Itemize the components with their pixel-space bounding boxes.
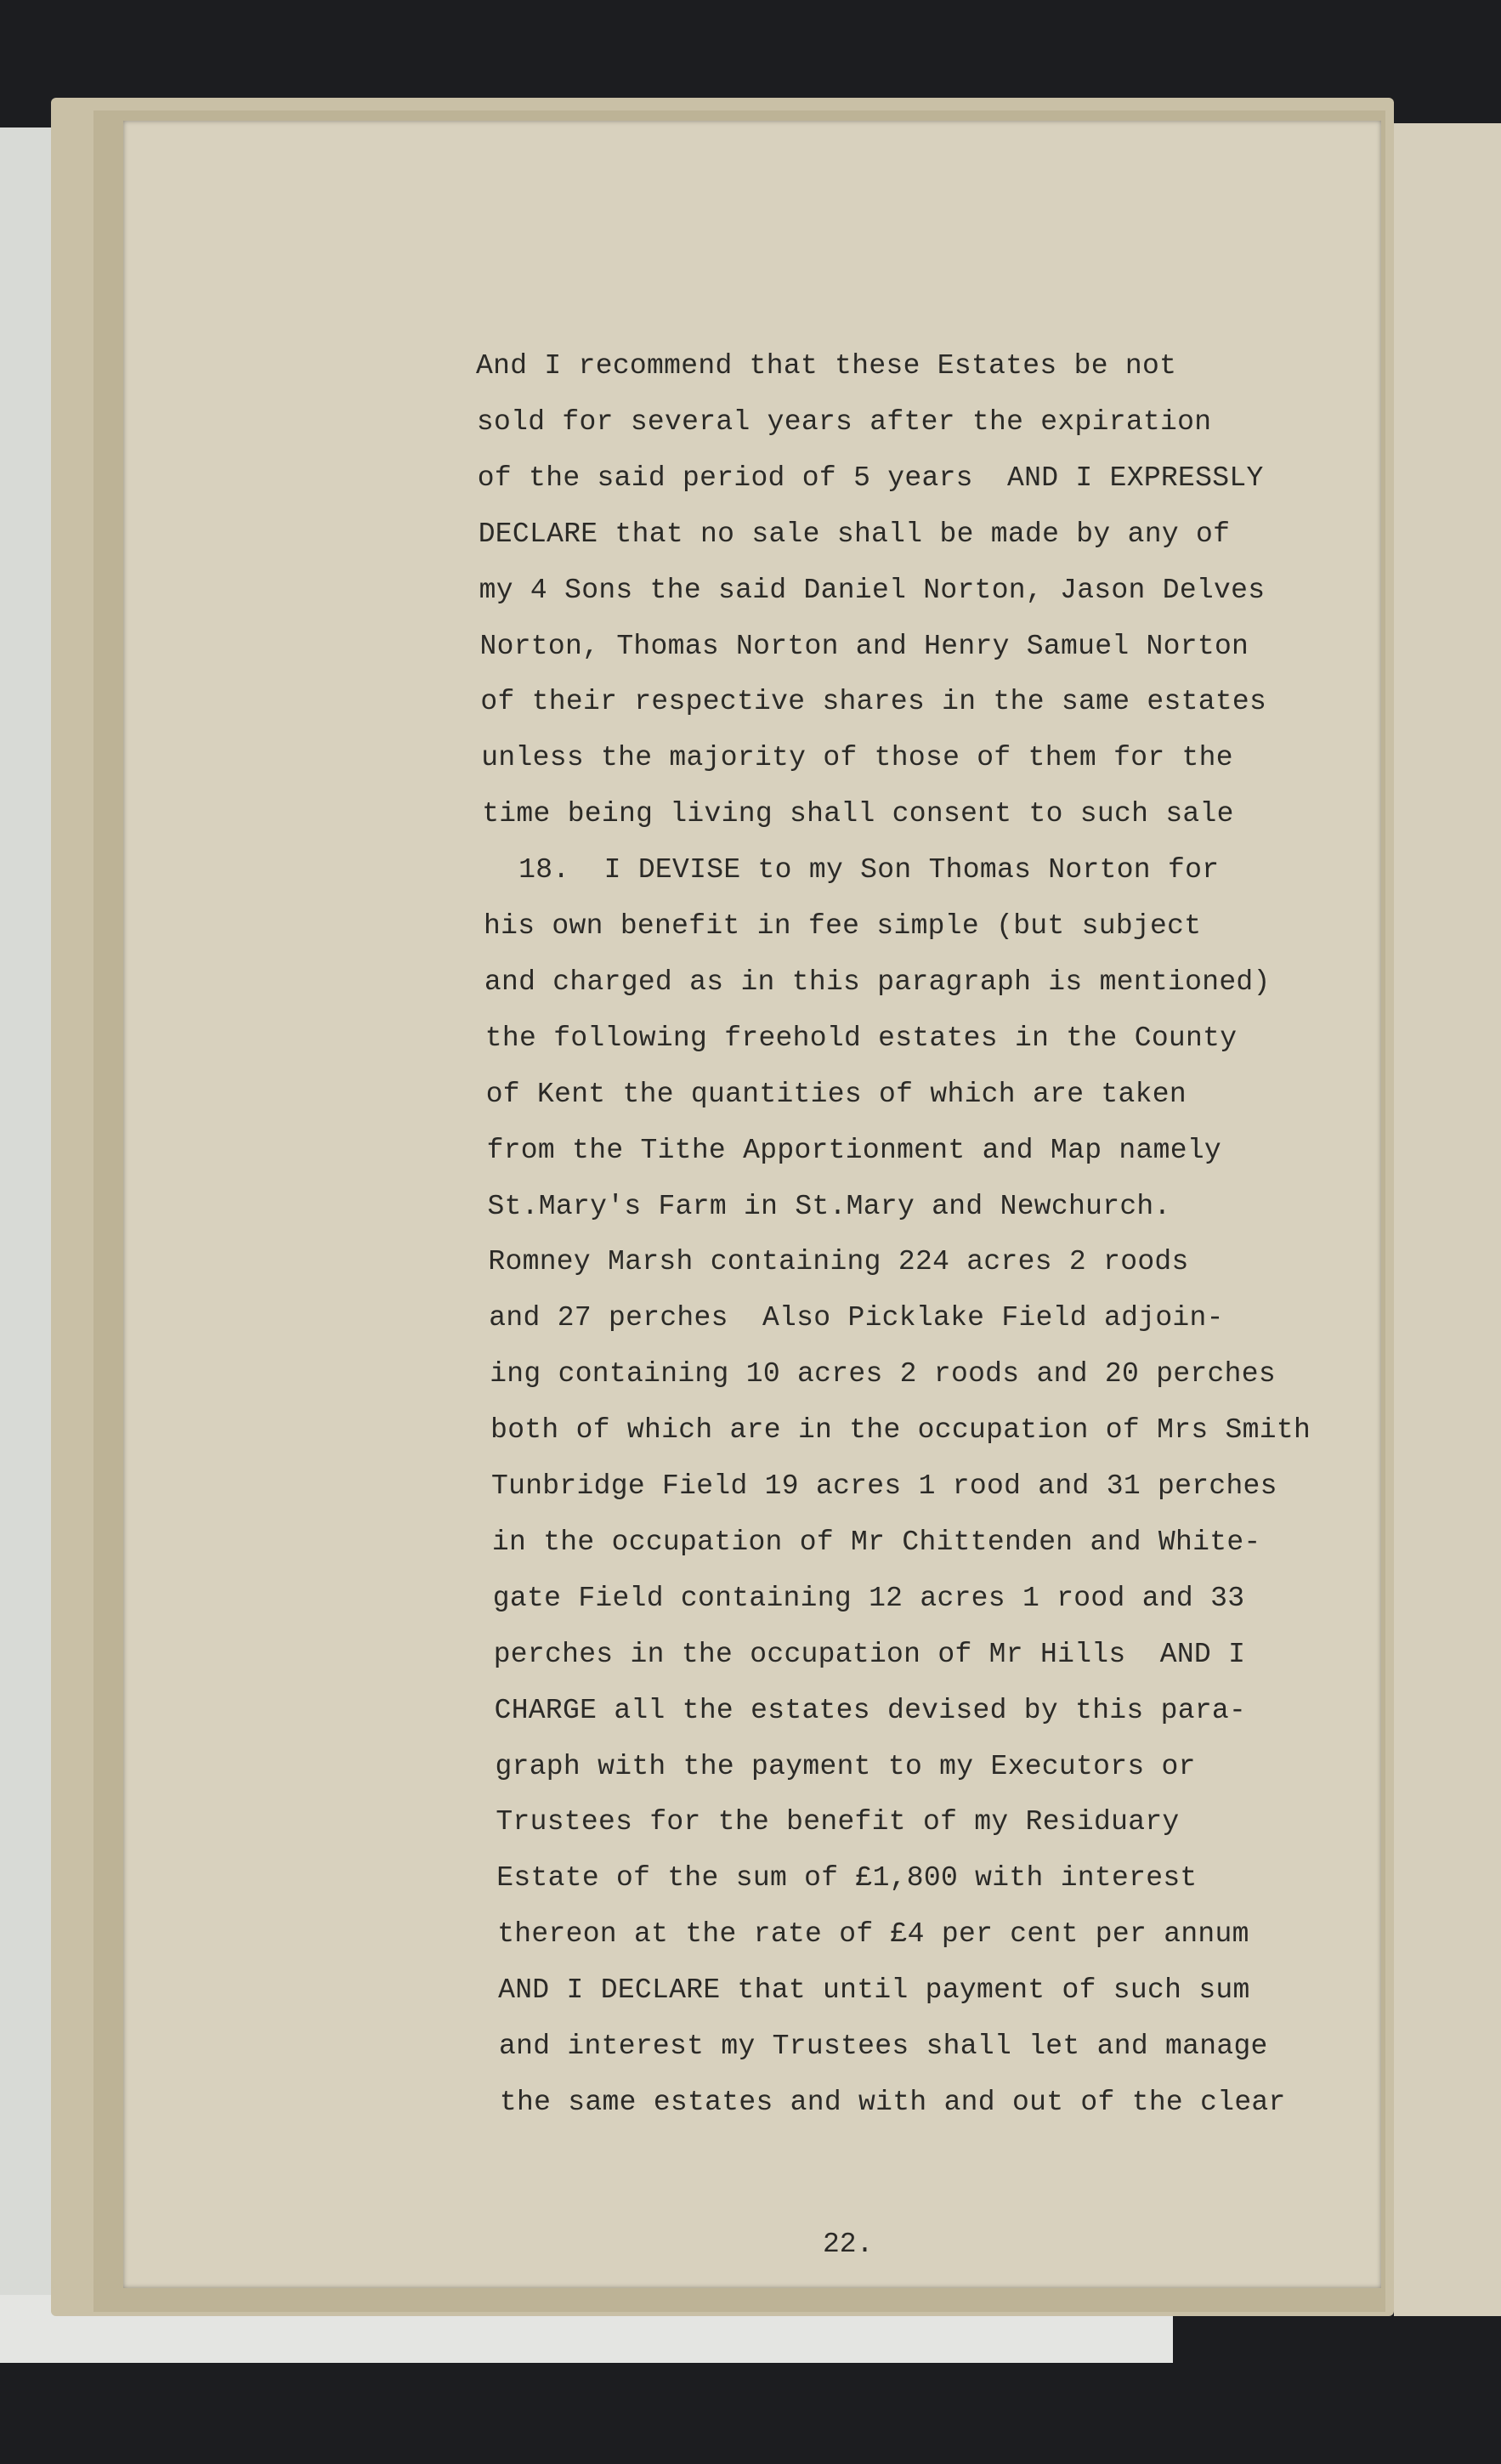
text-line: both of which are in the occupation of Mrs Smith (490, 1414, 1311, 1447)
text-line: ing containing 10 acres 2 roods and 20 perches (490, 1358, 1276, 1391)
text-line: perches in the occupation of Mr Hills AND I (493, 1638, 1246, 1670)
text-line: sold for several years after the expiration (476, 405, 1212, 438)
text-line: Trustees for the benefit of my Residuary (496, 1806, 1180, 1838)
text-line: AND I DECLARE that until payment of such sum (498, 1974, 1250, 2007)
text-line: of their respective shares in the same estates (480, 686, 1267, 718)
text-line: the following freehold estates in the County (484, 1022, 1238, 1054)
text-line: graph with the payment to my Executors or (495, 1750, 1196, 1782)
text-line: And I recommend that these Estates be not (476, 350, 1177, 382)
text-line: Norton, Thomas Norton and Henry Samuel Norton (479, 630, 1249, 662)
text-line: the same estates and with and out of the clear (499, 2086, 1286, 2118)
text-line: unless the majority of those of them for the (481, 742, 1233, 774)
text-line: thereon at the rate of £4 per cent per annum (497, 1918, 1249, 1951)
text-line: Romney Marsh containing 224 acres 2 roods (488, 1246, 1189, 1278)
text-line: and interest my Trustees shall let and manage (499, 2031, 1268, 2062)
text-line: Tunbridge Field 19 acres 1 rood and 31 perches (491, 1470, 1277, 1502)
text-line: CHARGE all the estates devised by this para- (494, 1694, 1247, 1726)
text-line: in the occupation of Mr Chittenden and White- (491, 1526, 1261, 1558)
text-line: gate Field containing 12 acres 1 rood and 33 (492, 1582, 1245, 1614)
text-line: his own benefit in fee simple (but subject (484, 910, 1202, 942)
text-line: DECLARE that no sale shall be made by any of (478, 518, 1231, 550)
text-line: from the Tithe Apportionment and Map namely (486, 1134, 1222, 1166)
text-line: my 4 Sons the said Daniel Norton, Jason Delves (479, 574, 1266, 606)
text-line: Estate of the sum of £1,800 with interest (496, 1862, 1198, 1895)
adjacent-right-page (1394, 123, 1501, 2316)
document-page (123, 121, 1381, 2288)
text-line: St.Mary's Farm in St.Mary and Newchurch. (487, 1190, 1171, 1222)
page-number: 22. (823, 2229, 874, 2260)
text-line: and charged as in this paragraph is mentioned) (484, 966, 1271, 998)
text-line: and 27 perches Also Picklake Field adjoin- (489, 1302, 1224, 1334)
text-line: time being living shall consent to such sale (482, 798, 1234, 830)
text-line: of Kent the quantities of which are taken (485, 1078, 1187, 1110)
text-line: 18. I DEVISE to my Son Thomas Norton for (518, 854, 1220, 886)
text-line: of the said period of 5 years AND I EXPRESSLY (477, 462, 1264, 494)
